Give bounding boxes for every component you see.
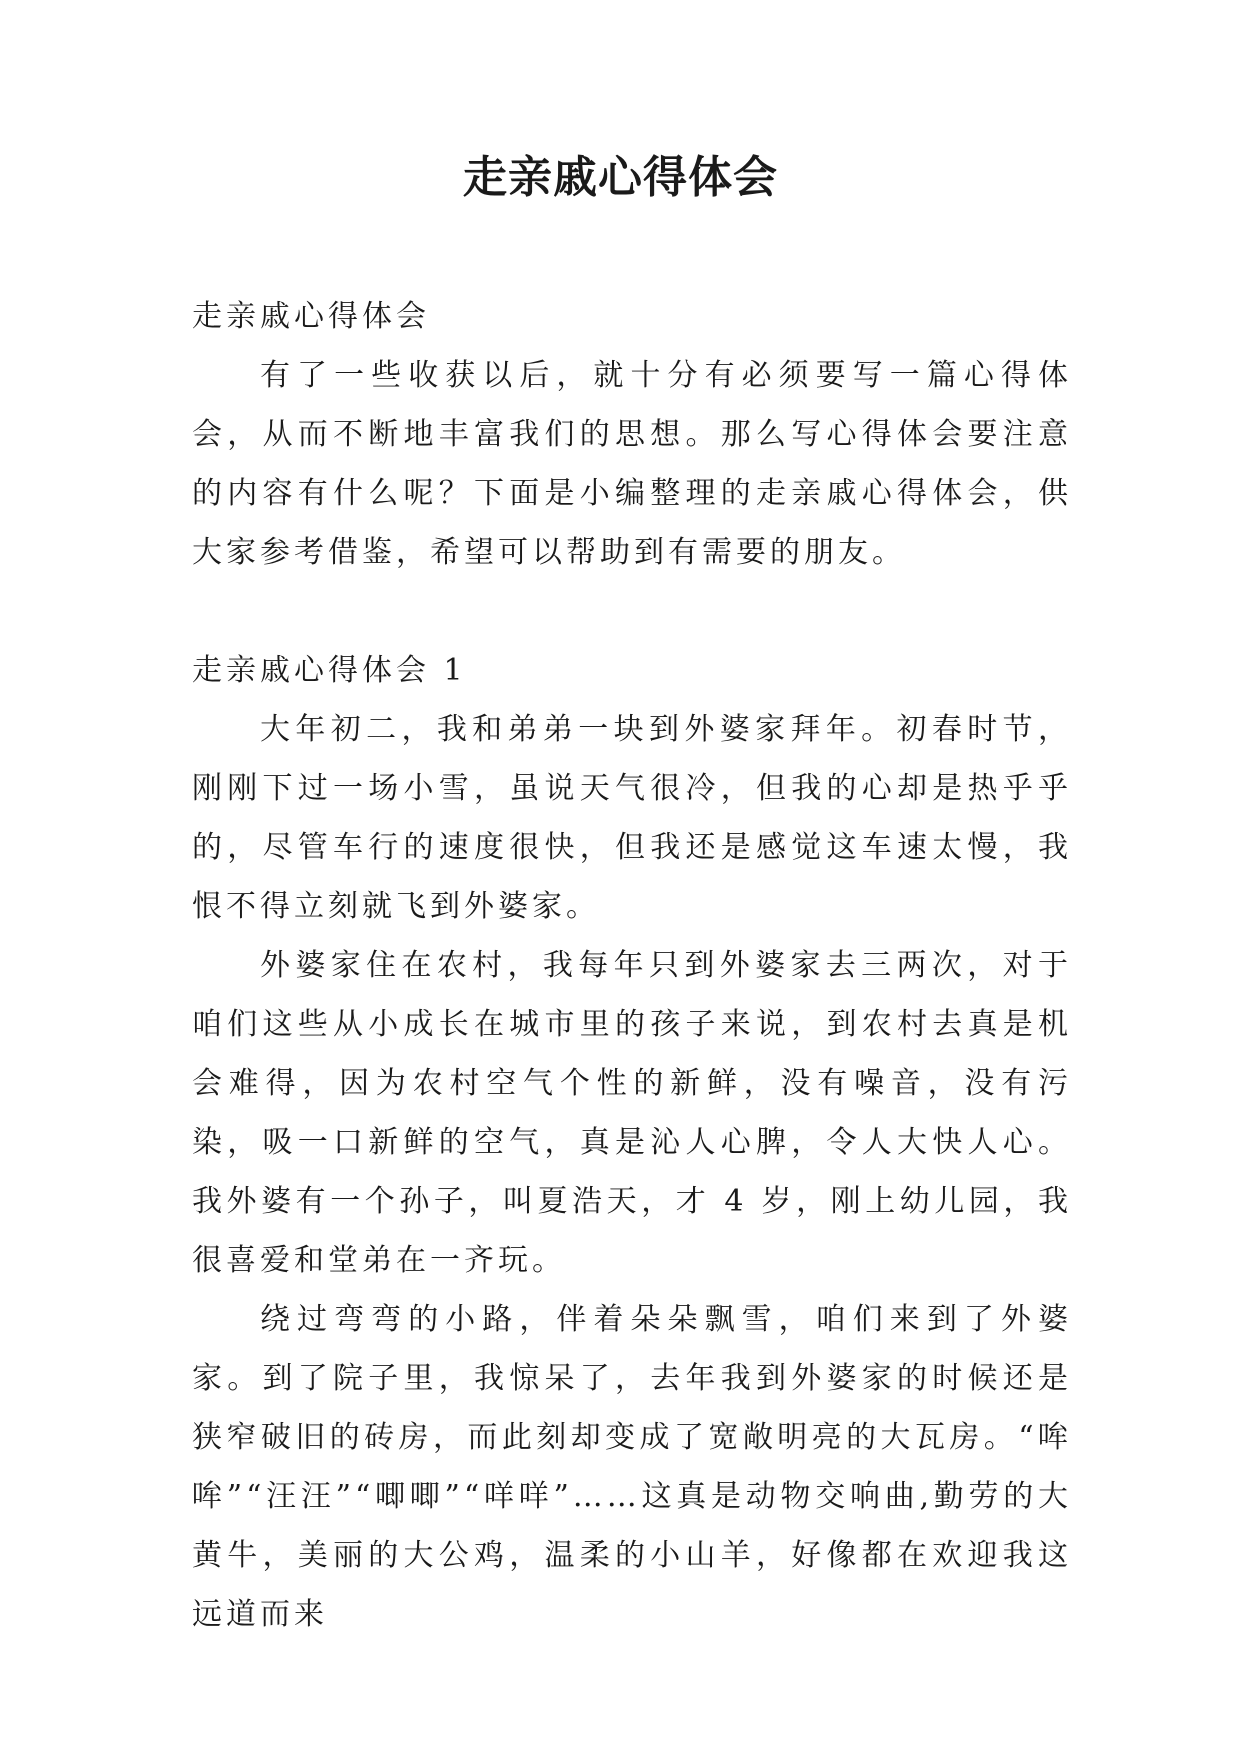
document-title: 走亲戚心得体会 [463,152,778,203]
section-spacer [192,582,1072,641]
intro-paragraph: 有了一些收获以后，就十分有必须要写一篇心得体会，从而不断地丰富我们的思想。那么写心得体会要注意的内容有什么呢？下面是小编整理的走亲戚心得体会，供大家参考借鉴，希望可以帮助到有需要的朋友。 [192,358,1072,570]
paragraph: 大年初二，我和弟弟一块到外婆家拜年。初春时节，刚刚下过一场小雪，虽说天气很冷，但我的心却是热乎乎的，尽管车行的速度很快，但我还是感觉这车速太慢，我恨不得立刻就飞到外婆家。 [192,712,1072,924]
paragraph: 绕过弯弯的小路，伴着朵朵飘雪，咱们来到了外婆家。到了院子里，我惊呆了，去年我到外婆家的时候还是狭窄破旧的砖房，而此刻却变成了宽敞明亮的大瓦房。“哞哞”“汪汪”“唧唧”“咩咩”……这真是动物交响曲,勤劳的大黄牛，美丽的大公鸡，温柔的小山羊，好像都在欢迎我这远道而来 [192,1302,1072,1632]
paragraph: 外婆家住在农村，我每年只到外婆家去三两次，对于咱们这些从小成长在城市里的孩子来说，到农村去真是机会难得，因为农村空气个性的新鲜，没有噪音，没有污染，吸一口新鲜的空气，真是沁人心脾，令人大快人心。我外婆有一个孙子，叫夏浩天，才 4 岁，刚上幼儿园，我很喜爱和堂弟在一齐玩。 [192,948,1072,1278]
section-heading: 走亲戚心得体会 1 [192,653,467,688]
subtitle: 走亲戚心得体会 [192,299,430,334]
document-body [192,287,1072,1644]
